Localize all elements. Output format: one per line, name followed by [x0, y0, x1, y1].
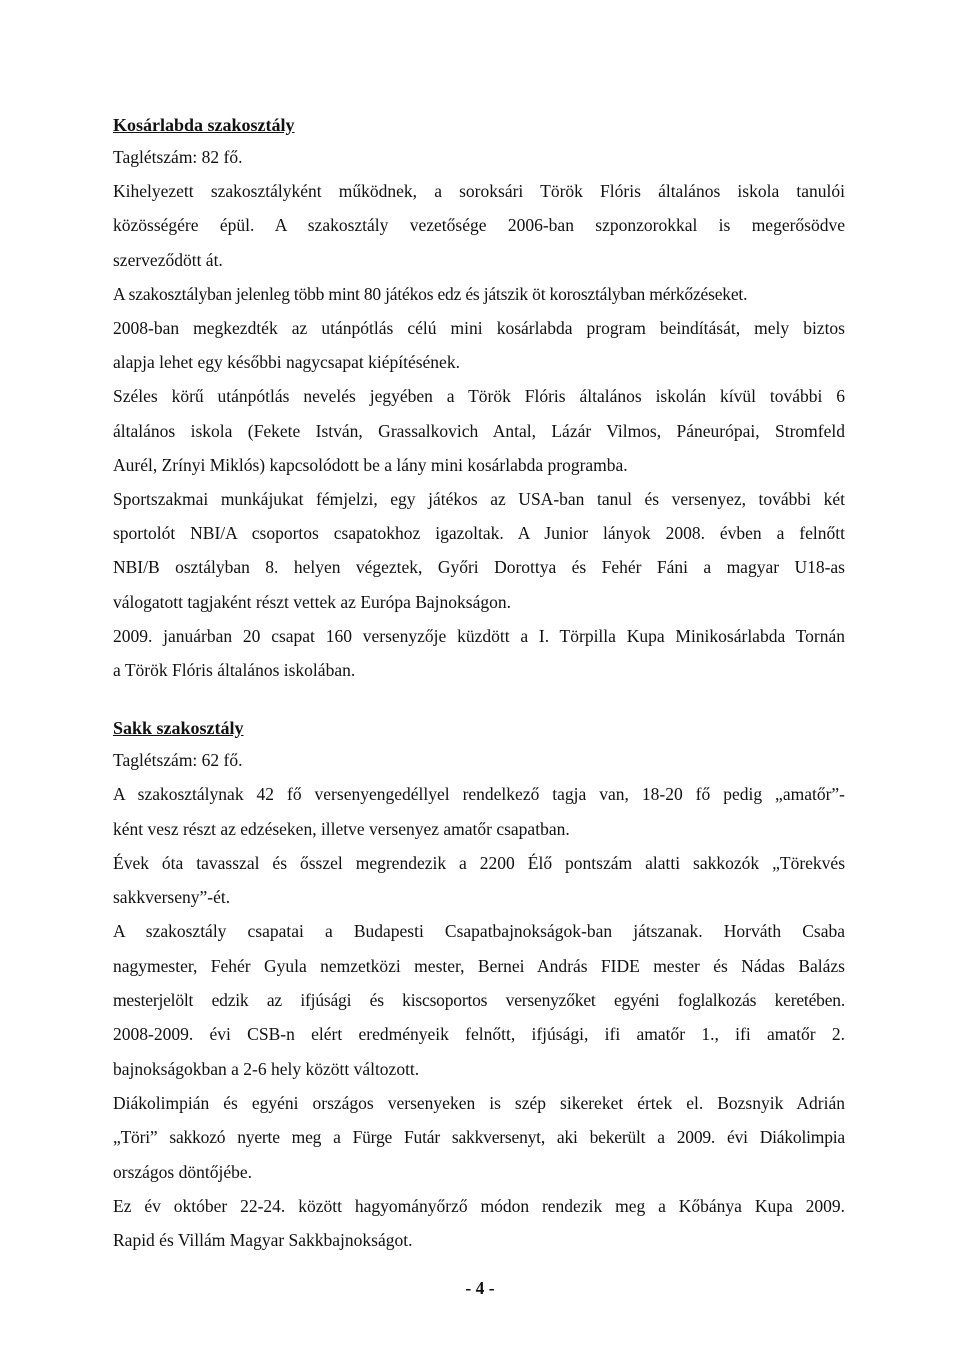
basketball-paragraph-line: Sportszakmai munkájukat fémjelzi, egy játékos az USA-ban tanul és versenyez, további két — [113, 489, 845, 510]
basketball-paragraph-line: szerveződött át. — [113, 249, 223, 270]
basketball-paragraph-line: általános iskola (Fekete István, Grassalkovich Antal, Lázár Vilmos, Páneurópai, Stromfeld — [113, 420, 845, 441]
chess-paragraph-line: A szakosztály csapatai a Budapesti Csapatbajnokságok-ban játszanak. Horváth Csaba — [113, 921, 845, 942]
chess-paragraph-line: bajnokságokban a 2-6 hely között változott. — [113, 1058, 420, 1079]
chess-paragraph-line: 2008-2009. évi CSB-n elért eredményeik felnőtt, ifjúsági, ifi amatőr 1., ifi amatőr 2. — [113, 1024, 845, 1045]
chess-paragraph-line: mesterjelölt edzik az ifjúsági és kiscsoportos versenyzőket egyéni foglalkozás keretében. — [113, 990, 845, 1011]
basketball-paragraph-line: alapja lehet egy későbbi nagycsapat kiépítésének. — [113, 352, 460, 373]
basketball-paragraph-line: Kihelyezett szakosztályként működnek, a soroksári Török Flóris általános iskola tanulói — [113, 181, 845, 202]
basketball-paragraph-line: Aurél, Zrínyi Miklós) kapcsolódott be a lány mini kosárlabda programba. — [113, 454, 628, 475]
chess-paragraph-line: országos döntőjébe. — [113, 1161, 252, 1182]
basketball-paragraph-line: 2008-ban megkezdték az utánpótlás célú mini kosárlabda program beindítását, mely biztos — [113, 318, 845, 339]
basketball-paragraph-line: közösségére épül. A szakosztály vezetősége 2006-ban szponzorokkal is megerősödve — [113, 215, 845, 236]
chess-paragraph-line: A szakosztálynak 42 fő versenyengedéllyel rendelkező tagja van, 18-20 fő pedig „amatőr”- — [113, 784, 845, 805]
basketball-paragraph-line: sportolót NBI/A csoportos csapatokhoz igazoltak. A Junior lányok 2008. évben a felnőtt — [113, 523, 845, 544]
basketball-paragraph-line: a Török Flóris általános iskolában. — [113, 660, 356, 681]
chess-paragraph-line: Rapid és Villám Magyar Sakkbajnokságot. — [113, 1230, 413, 1251]
chess-paragraph-line: Diákolimpián és egyéni országos versenyeken is szép sikereket értek el. Bozsnyik Adrián — [113, 1092, 845, 1113]
chess-paragraph-line: Évek óta tavasszal és ősszel megrendezik a 2200 Élő pontszám alatti sakkozók „Törekvés — [113, 852, 845, 873]
chess-section — [113, 713, 845, 1257]
basketball-paragraph-line: Széles körű utánpótlás nevelés jegyében a Török Flóris általános iskolán kívül további 6 — [113, 386, 845, 407]
chess-paragraph-line: sakkverseny”-ét. — [113, 887, 231, 908]
page-number: - 4 - — [465, 1278, 495, 1298]
basketball-paragraph-line: NBI/B osztályban 8. helyen végeztek, Győri Dorottya és Fehér Fáni a magyar U18-as — [113, 557, 845, 578]
basketball-member-count: Taglétszám: 82 fő. — [113, 147, 243, 167]
basketball-paragraph-line: válogatott tagjaként részt vettek az Európa Bajnokságon. — [113, 591, 511, 612]
chess-heading: Sakk szakosztály — [113, 718, 244, 738]
chess-paragraph-line: nagymester, Fehér Gyula nemzetközi mester, Bernei András FIDE mester és Nádas Balázs — [113, 955, 845, 976]
chess-paragraph-line: „Töri” sakkozó nyerte meg a Fürge Futár sakkversenyt, aki bekerült a 2009. évi Diákolimpia — [113, 1127, 845, 1148]
basketball-section — [113, 110, 845, 687]
chess-member-count: Taglétszám: 62 fő. — [113, 750, 243, 770]
basketball-heading: Kosárlabda szakosztály — [113, 115, 295, 135]
chess-paragraph-line: ként vesz részt az edzéseken, illetve versenyez amatőr csapatban. — [113, 818, 570, 839]
basketball-paragraph-line: 2009. januárban 20 csapat 160 versenyzője küzdött a I. Törpilla Kupa Minikosárlabda Tornán — [113, 625, 845, 646]
basketball-paragraph-line: A szakosztályban jelenleg több mint 80 játékos edz és játszik öt korosztályban mérkőzéseket. — [113, 283, 748, 304]
chess-paragraph-line: Ez év október 22-24. között hagyományőrző módon rendezik meg a Kőbánya Kupa 2009. — [113, 1195, 845, 1216]
